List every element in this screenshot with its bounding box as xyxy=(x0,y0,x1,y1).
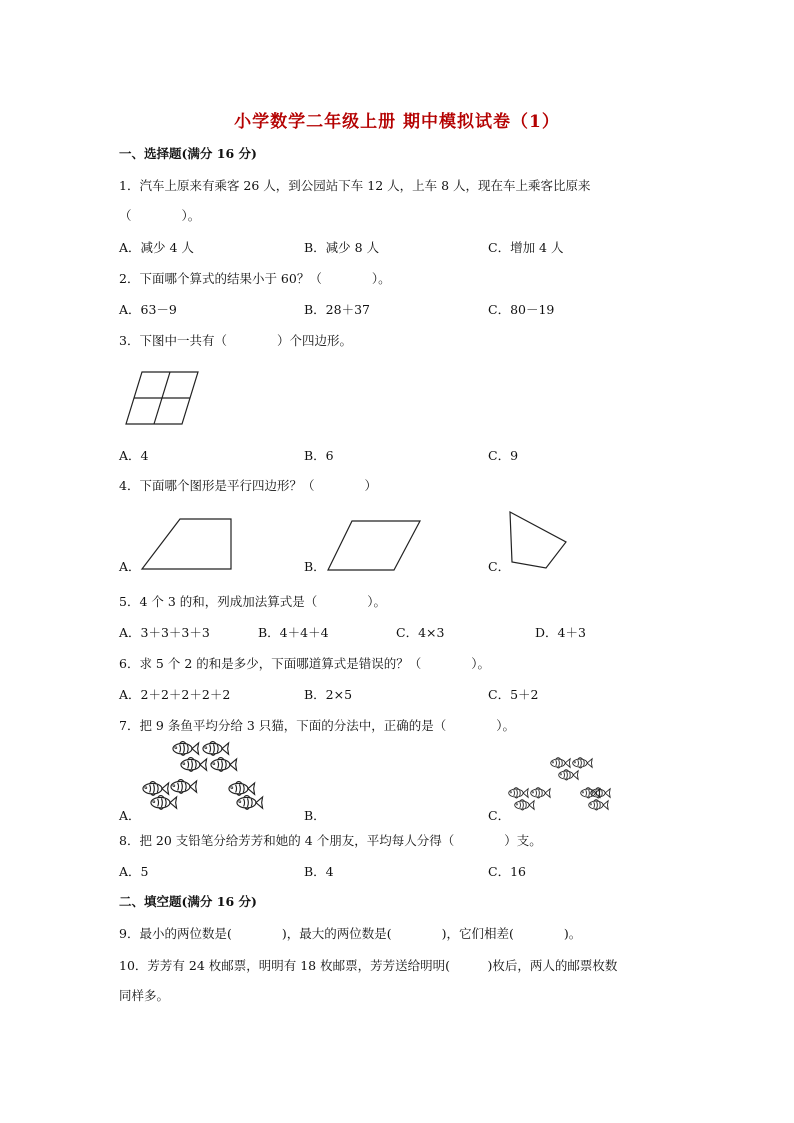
question-4-option-c: C． xyxy=(488,559,511,574)
question-6-stem: 6．求 5 个 2 的和是多少，下面哪道算式是错误的？（ ）。 xyxy=(119,656,491,671)
question-6-option-c: C．5＋2 xyxy=(488,687,539,702)
fish-icon xyxy=(559,770,578,780)
fish-icon xyxy=(171,780,197,794)
question-1-option-a: A．减少 4 人 xyxy=(119,240,194,255)
fish-icon xyxy=(591,788,610,798)
question-2-option-b: B．28＋37 xyxy=(304,302,370,317)
fish-icon xyxy=(211,758,237,772)
parallelogram-figure xyxy=(326,519,422,573)
fish-icon xyxy=(531,788,550,798)
question-5-option-b: B．4＋4＋4 xyxy=(258,625,329,640)
question-7-stem: 7．把 9 条鱼平均分给 3 只猫，下面的分法中，正确的是（ ）。 xyxy=(119,718,516,733)
question-8-option-a: A．5 xyxy=(119,864,149,879)
question-2-option-c: C．80－19 xyxy=(488,302,555,317)
question-6-option-a: A．2＋2＋2＋2＋2 xyxy=(119,687,231,702)
question-9-stem: 9．最小的两位数是( )，最大的两位数是( )，它们相差( )。 xyxy=(119,926,582,941)
page-title: 小学数学二年级上册 期中模拟试卷（1） xyxy=(234,112,560,132)
fish-icon xyxy=(181,758,207,772)
quadrilateral-grid-figure xyxy=(124,370,204,428)
fish-icon xyxy=(143,782,169,796)
question-5-option-a: A．3＋3＋3＋3 xyxy=(119,625,210,640)
section-heading-fill-in: 二、填空题(满分 16 分) xyxy=(119,894,257,909)
fish-icon xyxy=(151,796,177,810)
question-4-option-a: A． xyxy=(119,559,141,574)
question-7-option-c: C． xyxy=(488,808,511,823)
question-4-option-b: B． xyxy=(304,559,326,574)
question-5-option-c: C．4×3 xyxy=(396,625,445,640)
question-1-stem: 1．汽车上原来有乘客 26 人，到公园站下车 12 人，上车 8 人，现在车上乘客比原来 xyxy=(119,178,591,193)
fish-icon xyxy=(573,758,592,768)
question-2-option-a: A．63－9 xyxy=(119,302,177,317)
question-2-stem: 2．下面哪个算式的结果小于 60？（ ）。 xyxy=(119,271,391,286)
question-6-option-b: B．2×5 xyxy=(304,687,353,702)
fish-group-option-a xyxy=(136,738,276,820)
question-3-option-a: A．4 xyxy=(119,448,149,463)
fish-icon xyxy=(589,800,608,810)
irregular-quadrilateral-figure xyxy=(506,510,570,572)
fish-icon xyxy=(551,758,570,768)
question-1-answer-blank: （ ）。 xyxy=(119,208,201,223)
question-10-continuation: 同样多。 xyxy=(119,988,170,1003)
question-3-stem: 3．下图中一共有（ ）个四边形。 xyxy=(119,333,352,348)
fish-icon xyxy=(509,788,528,798)
fish-icon xyxy=(203,742,229,756)
question-8-option-c: C．16 xyxy=(488,864,526,879)
fish-icon xyxy=(515,800,534,810)
question-8-stem: 8．把 20 支铅笔分给芳芳和她的 4 个朋友，平均每人分得（ ）支。 xyxy=(119,833,542,848)
question-5-option-d: D．4＋3 xyxy=(535,625,586,640)
question-7-option-b: B． xyxy=(304,808,326,823)
question-5-stem: 5．4 个 3 的和，列成加法算式是（ ）。 xyxy=(119,594,387,609)
section-heading-choice: 一、选择题(满分 16 分) xyxy=(119,146,257,161)
fish-icon xyxy=(237,796,263,810)
question-7-option-a: A． xyxy=(119,808,141,823)
right-trapezoid-figure xyxy=(140,517,234,572)
question-3-option-b: B．6 xyxy=(304,448,334,463)
fish-icon xyxy=(173,742,199,756)
question-10-stem: 10．芳芳有 24 枚邮票，明明有 18 枚邮票，芳芳送给明明( )枚后，两人的邮票枚数 xyxy=(119,958,618,973)
question-1-option-b: B．减少 8 人 xyxy=(304,240,380,255)
fish-group-option-c xyxy=(506,756,630,818)
question-3-option-c: C．9 xyxy=(488,448,519,463)
question-8-option-b: B．4 xyxy=(304,864,334,879)
fish-icon xyxy=(229,782,255,796)
question-1-option-c: C．增加 4 人 xyxy=(488,240,564,255)
question-4-stem: 4．下面哪个图形是平行四边形？（ ） xyxy=(119,478,377,493)
